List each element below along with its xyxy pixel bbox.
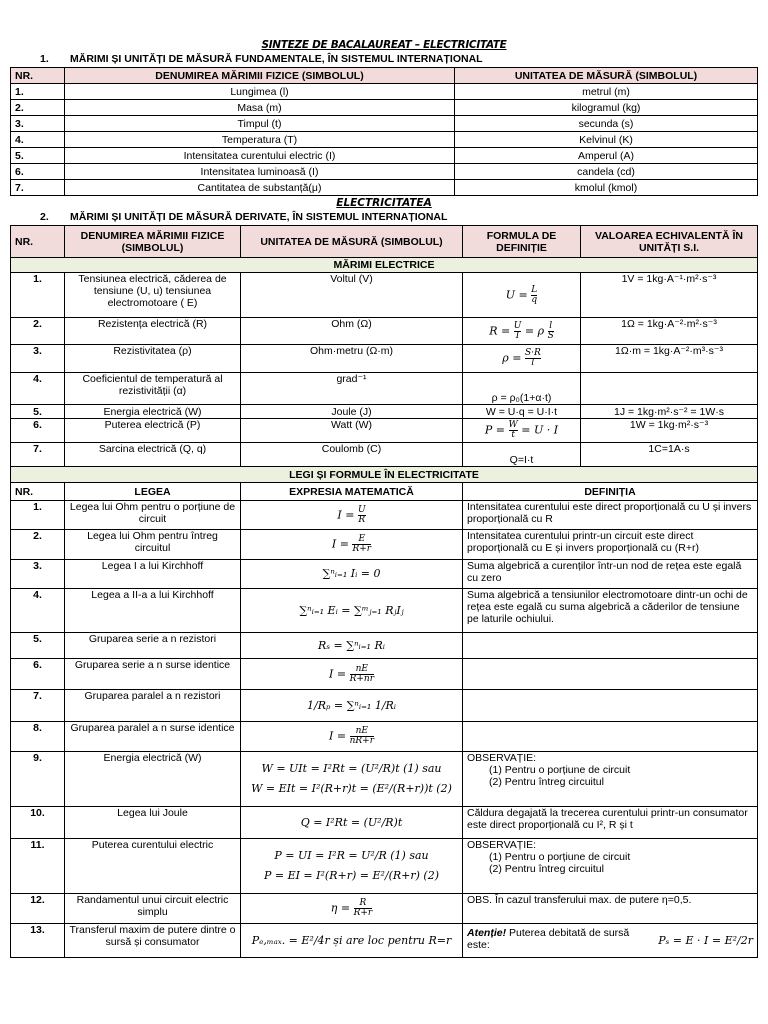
table-row [11, 405, 758, 419]
row-nr: 1. [11, 84, 65, 100]
header-law: LEGEA [65, 483, 241, 501]
table-header-row [11, 226, 758, 258]
row-nr: 4. [11, 132, 65, 148]
table-row [11, 560, 758, 589]
row-def: Căldura degajată la trecerea curentului printr-un consumator este direct proporțională cu I², R și t [463, 807, 758, 839]
laws-group-title: LEGI ȘI FORMULE ÎN ELECTRICITATE [11, 467, 758, 483]
row-nr: 5. [11, 633, 65, 659]
row-expr: ∑ⁿᵢ₌₁ Iᵢ = 0 [241, 560, 463, 589]
row-name: Transferul maxim de putere dintre o sursă și consumator [65, 924, 241, 958]
expr-line-1: W = UIt = I²Rt = (U²/R)t (1) sau [261, 762, 442, 775]
section1-number: 1. [40, 53, 49, 65]
obs-item: (2) Pentru întreg circuitul [489, 776, 604, 788]
section1-heading [10, 52, 758, 67]
row-nr: 12. [11, 894, 65, 924]
row-name: Legea I a lui Kirchhoff [65, 560, 241, 589]
row-nr: 4. [11, 373, 65, 405]
table-row [11, 116, 758, 132]
table-row [11, 273, 758, 318]
header-name: DENUMIREA MĂRIMII FIZICE (SIMBOLUL) [65, 68, 455, 84]
row-name: Energia electrică (W) [65, 405, 241, 419]
row-name: Legea lui Joule [65, 807, 241, 839]
row-formula: R = $\frac{U}{I}$ = ρ $\frac{l}{S}$ [463, 318, 581, 345]
row-name: Legea a II-a a lui Kirchhoff [65, 589, 241, 633]
row-equiv: 1J = 1kg·m²·s⁻² = 1W·s [581, 405, 758, 419]
table-row [11, 84, 758, 100]
row-unit: Joule (J) [241, 405, 463, 419]
row-expr: I = $\frac{E}{R+r}$ [241, 530, 463, 560]
table-row [11, 839, 758, 894]
row-name: Intensitatea curentului electric (I) [65, 148, 455, 164]
group-row [11, 258, 758, 273]
section2-heading [10, 210, 758, 225]
table-row [11, 690, 758, 722]
row-def: Intensitatea curentului printr-un circuit este direct proporțională cu E și invers proporțională cu (R+r) [463, 530, 758, 560]
table-row [11, 807, 758, 839]
header-nr: NR. [11, 68, 65, 84]
row-def [463, 690, 758, 722]
table-row [11, 100, 758, 116]
row-nr: 2. [11, 318, 65, 345]
row-def [463, 839, 758, 894]
row-name: Puterea curentului electric [65, 839, 241, 894]
row-name: Masa (m) [65, 100, 455, 116]
table-row [11, 589, 758, 633]
row-nr: 6. [11, 659, 65, 690]
row-equiv: 1Ω = 1kg·A⁻²·m²·s⁻³ [581, 318, 758, 345]
table-row [11, 132, 758, 148]
section1-heading-text: MĂRIMI ȘI UNITĂȚI DE MĂSURĂ FUNDAMENTALE, ÎN SISTEMUL INTERNAȚIONAL [70, 53, 483, 65]
fundamental-units-body [11, 84, 758, 196]
document-title: SINTEZE DE BACALAUREAT – ELECTRICITATE [261, 39, 507, 51]
row-nr: 3. [11, 345, 65, 373]
row-expr: Pₑ,ₘₐₓ. = E²/4r și are loc pentru R=r [241, 924, 463, 958]
document-page [10, 0, 758, 958]
obs-label: OBSERVAȚIE: [467, 752, 537, 764]
table-row [11, 345, 758, 373]
header-name: DENUMIREA MĂRIMII FIZICE (SIMBOLUL) [65, 226, 241, 258]
section2-heading-text: MĂRIMI ȘI UNITĂȚI DE MĂSURĂ DERIVATE, ÎN SISTEMUL INTERNAȚIONAL [70, 211, 448, 223]
row-expr: I = $\frac{nE}{nR+r}$ [241, 722, 463, 752]
row-expr: 1/Rₚ = ∑ⁿᵢ₌₁ 1/Rᵢ [241, 690, 463, 722]
row-nr: 11. [11, 839, 65, 894]
row-unit: Watt (W) [241, 419, 463, 443]
row-unit: Kelvinul (K) [455, 132, 758, 148]
row-unit: Ohm (Ω) [241, 318, 463, 345]
attention-label: Atenție! [467, 926, 507, 939]
table-row [11, 148, 758, 164]
row-name: Gruparea serie a n rezistori [65, 633, 241, 659]
row-name: Sarcina electrică (Q, q) [65, 443, 241, 467]
row-def: Intensitatea curentului este direct proporțională cu U și invers proporțională cu R [463, 501, 758, 530]
row-equiv: 1W = 1kg·m²·s⁻³ [581, 419, 758, 443]
row-nr: 3. [11, 116, 65, 132]
row-unit: Amperul (A) [455, 148, 758, 164]
table-header-row [11, 68, 758, 84]
section2-number: 2. [40, 211, 49, 223]
row-def: Suma algebrică a curenților într-un nod de rețea este egală cu zero [463, 560, 758, 589]
row-def [463, 659, 758, 690]
header-formula: FORMULA DE DEFINIȚIE [463, 226, 581, 258]
row-unit: kmolul (kmol) [455, 180, 758, 196]
row-name: Coeficientul de temperatură al rezistivității (α) [65, 373, 241, 405]
row-nr: 6. [11, 419, 65, 443]
row-def [463, 752, 758, 807]
row-def: OBS. În cazul transferului max. de putere η=0,5. [463, 894, 758, 924]
row-formula: ρ = $\frac{S\cdot R}{l}$ [463, 345, 581, 373]
table-row [11, 633, 758, 659]
row-expr: Rₛ = ∑ⁿᵢ₌₁ Rᵢ [241, 633, 463, 659]
laws-table [10, 466, 758, 958]
row-formula: Q=I·t [463, 443, 581, 467]
table-row [11, 164, 758, 180]
obs-label: OBSERVAȚIE: [467, 839, 537, 851]
row-equiv: 1Ω·m = 1kg·A⁻²·m³·s⁻³ [581, 345, 758, 373]
table-row [11, 752, 758, 807]
row-expr [241, 752, 463, 807]
row-expr: Q = I²Rt = (U²/R)t [241, 807, 463, 839]
row-nr: 5. [11, 405, 65, 419]
row-unit: Coulomb (C) [241, 443, 463, 467]
row-name: Rezistivitatea (ρ) [65, 345, 241, 373]
row-name: Intensitatea luminoasă (I) [65, 164, 455, 180]
header-def: DEFINIȚIA [463, 483, 758, 501]
row-nr: 3. [11, 560, 65, 589]
row-formula: W = U·q = U·I·t [463, 405, 581, 419]
row-name: Gruparea paralel a n rezistori [65, 690, 241, 722]
row-name: Legea lui Ohm pentru o porțiune de circuit [65, 501, 241, 530]
row-expr: ∑ⁿᵢ₌₁ Eᵢ = ∑ᵐⱼ₌₁ RⱼIⱼ [241, 589, 463, 633]
row-nr: 1. [11, 501, 65, 530]
table-row [11, 722, 758, 752]
row-nr: 10. [11, 807, 65, 839]
row-nr: 4. [11, 589, 65, 633]
row-nr: 7. [11, 443, 65, 467]
row-name: Lungimea (l) [65, 84, 455, 100]
row-nr: 6. [11, 164, 65, 180]
row-unit: kilogramul (kg) [455, 100, 758, 116]
row-name: Rezistența electrică (R) [65, 318, 241, 345]
row-nr: 13. [11, 924, 65, 958]
row-unit: candela (cd) [455, 164, 758, 180]
row-name: Timpul (t) [65, 116, 455, 132]
power-source-formula: Pₛ = E · I = E²/2r [658, 933, 753, 947]
row-name: Cantitatea de substanță(μ) [65, 180, 455, 196]
row-formula: P = $\frac{W}{t}$ = U · I [463, 419, 581, 443]
row-def: Suma algebrică a tensiunilor electromotoare dintr-un ochi de rețea este egală cu suma algebrică a căderilor de tensiune pe laturile ochiului. [463, 589, 758, 633]
row-nr: 8. [11, 722, 65, 752]
row-formula: U = $\frac{L}{q}$ [463, 273, 581, 318]
row-def [463, 924, 758, 958]
obs-item: (1) Pentru o porțiune de circuit [489, 851, 631, 863]
table-row [11, 924, 758, 958]
electricity-subtitle: ELECTRICITATEA [336, 197, 432, 209]
row-unit: grad⁻¹ [241, 373, 463, 405]
group-row [11, 467, 758, 483]
expr-line-2: W = EIt = I²(R+r)t = (E²/(R+r))t (2) [251, 782, 452, 795]
row-nr: 1. [11, 273, 65, 318]
row-nr: 2. [11, 100, 65, 116]
row-def [463, 722, 758, 752]
row-nr: 7. [11, 690, 65, 722]
group-title: MĂRIMI ELECTRICE [11, 258, 758, 273]
row-equiv [581, 373, 758, 405]
expr-line-2: P = EI = I²(R+r) = E²/(R+r) (2) [263, 869, 440, 882]
expr-line-1: P = UI = I²R = U²/R (1) sau [274, 849, 429, 862]
row-nr: 2. [11, 530, 65, 560]
table-row [11, 180, 758, 196]
obs-item: (1) Pentru o porțiune de circuit [489, 764, 631, 776]
table-row [11, 659, 758, 690]
row-name: Randamentul unui circuit electric simplu [65, 894, 241, 924]
table-header-row [11, 483, 758, 501]
row-unit: Ohm·metru (Ω·m) [241, 345, 463, 373]
obs-item: (2) Pentru întreg circuitul [489, 863, 604, 875]
row-name: Puterea electrică (P) [65, 419, 241, 443]
row-nr: 9. [11, 752, 65, 807]
row-nr: 7. [11, 180, 65, 196]
derived-units-table [10, 225, 758, 467]
table-row [11, 443, 758, 467]
table-row [11, 318, 758, 345]
header-equiv: VALOAREA ECHIVALENTĂ ÎN UNITĂȚI S.I. [581, 226, 758, 258]
row-name: Gruparea serie a n surse identice [65, 659, 241, 690]
table-row [11, 501, 758, 530]
header-unit: UNITATEA DE MĂSURĂ (SIMBOLUL) [455, 68, 758, 84]
row-expr: I = $\frac{nE}{R+nr}$ [241, 659, 463, 690]
row-expr [241, 839, 463, 894]
row-name: Tensiunea electrică, căderea de tensiune (U, u) tensiunea electromotoare ( E) [65, 273, 241, 318]
header-nr: NR. [11, 483, 65, 501]
row-name: Legea lui Ohm pentru întreg circuitul [65, 530, 241, 560]
row-name: Temperatura (T) [65, 132, 455, 148]
row-formula: ρ = ρ₀(1+α·t) [463, 373, 581, 405]
header-nr: NR. [11, 226, 65, 258]
fundamental-units-table [10, 67, 758, 196]
row-unit: secunda (s) [455, 116, 758, 132]
row-unit: metrul (m) [455, 84, 758, 100]
row-unit: Voltul (V) [241, 273, 463, 318]
header-unit: UNITATEA DE MĂSURĂ (SIMBOLUL) [241, 226, 463, 258]
row-equiv: 1V = 1kg·A⁻¹·m²·s⁻³ [581, 273, 758, 318]
row-name: Energia electrică (W) [65, 752, 241, 807]
row-nr: 5. [11, 148, 65, 164]
row-equiv: 1C=1A·s [581, 443, 758, 467]
table-row [11, 373, 758, 405]
header-expr: EXPRESIA MATEMATICĂ [241, 483, 463, 501]
table-row [11, 419, 758, 443]
table-row [11, 530, 758, 560]
row-name: Gruparea paralel a n surse identice [65, 722, 241, 752]
row-def [463, 633, 758, 659]
table-row [11, 894, 758, 924]
row-expr: η = $\frac{R}{R+r}$ [241, 894, 463, 924]
attention-text: Puterea debitată de sursă este: [467, 926, 630, 951]
row-expr: I = $\frac{U}{R}$ [241, 501, 463, 530]
